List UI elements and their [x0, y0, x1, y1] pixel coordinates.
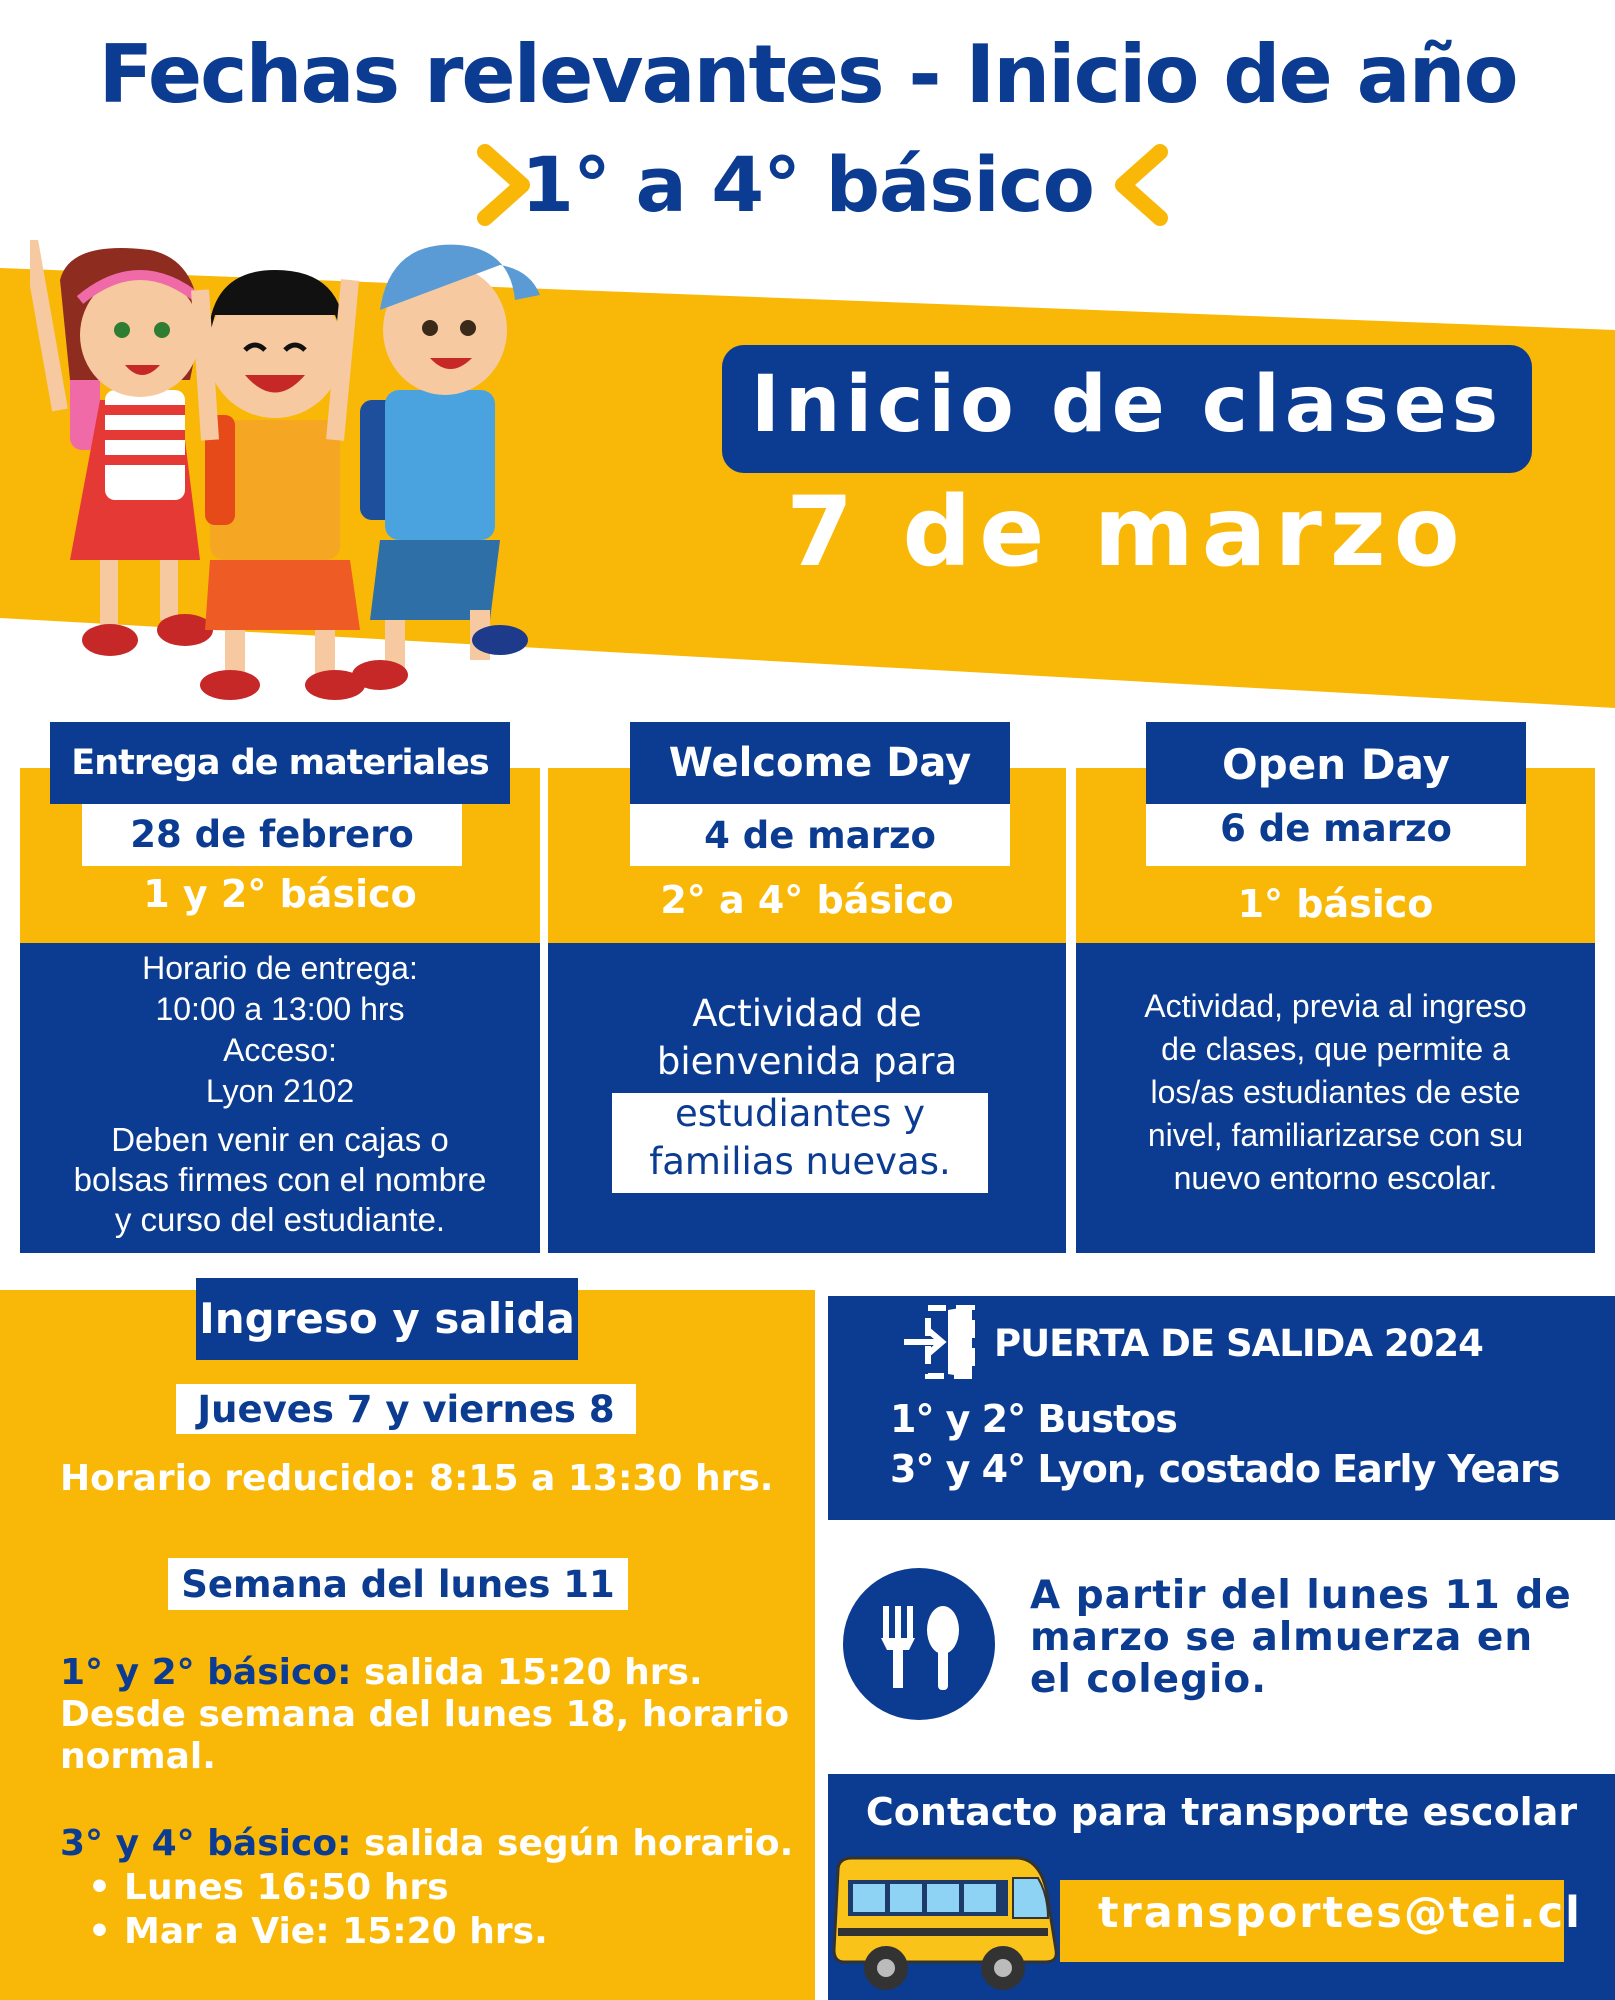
column-2-title: Welcome Day: [630, 722, 1010, 804]
transporte-title: Contacto para transporte escolar: [865, 1790, 1578, 1834]
bullet-item: • Mar a Vie: 15:20 hrs.: [88, 1911, 548, 1952]
column-1-grade: 1 y 2° básico: [143, 872, 417, 916]
ingreso-g12: 1° y 2° básico: salida 15:20 hrs. Desde semana del lunes 18, horario normal.: [60, 1652, 790, 1777]
column-1-title: Entrega de materiales: [50, 722, 510, 804]
column-2-body: Actividad de bienvenida para: [656, 992, 958, 1083]
boy-with-cap-figure: [352, 245, 540, 690]
door-exit-icon: [900, 1302, 980, 1382]
bullet-item: • Lunes 16:50 hrs: [88, 1867, 449, 1908]
column-3-date: 6 de marzo: [1146, 804, 1526, 866]
ingreso-chip-1: Jueves 7 y viernes 8: [176, 1384, 636, 1434]
ingreso-g34: 3° y 4° básico: salida según horario. • Lunes 16:50 hrs • Mar a Vie: 15:20 hrs.: [60, 1822, 820, 1954]
column-1-body: Horario de entrega: 10:00 a 13:00 hrs Acceso: Lyon 2102: [142, 950, 418, 1109]
page-title: Fechas relevantes - Inicio de año: [98, 28, 1517, 121]
transporte-email[interactable]: transportes@tei.cl: [1098, 1888, 1582, 1938]
boy-figure: [200, 270, 365, 700]
column-3-grade: 1° básico: [1237, 882, 1434, 926]
children-illustration: [30, 240, 670, 720]
puerta-title: PUERTA DE SALIDA 2024: [994, 1322, 1483, 1365]
column-2-date: 4 de marzo: [630, 804, 1010, 866]
column-2-highlight: estudiantes y familias nuevas.: [649, 1092, 951, 1183]
column-2-grade: 2° a 4° básico: [660, 878, 954, 922]
chevron-left-icon: [1105, 140, 1175, 230]
page-subtitle: 1° a 4° básico: [521, 140, 1094, 229]
inicio-clases-label: Inicio de clases: [750, 360, 1504, 450]
column-1-note: Deben venir en cajas o bolsas firmes con el nombre y curso del estudiante.: [73, 1121, 487, 1238]
puerta-rows: 1° y 2° Bustos 3° y 4° Lyon, costado Early Years: [890, 1397, 1560, 1491]
school-bus-illustration: [828, 1850, 1068, 1995]
girl-figure: [30, 240, 213, 656]
column-1-date: 28 de febrero: [82, 804, 462, 866]
ingreso-chip-2: Semana del lunes 11: [168, 1558, 628, 1610]
ingreso-title: Ingreso y salida: [196, 1278, 578, 1360]
ingreso-horario-reducido: Horario reducido: 8:15 a 13:30 hrs.: [60, 1458, 774, 1499]
almuerzo-text: A partir del lunes 11 de marzo se almuerza en el colegio.: [1030, 1573, 1572, 1702]
column-3-title: Open Day: [1146, 722, 1526, 804]
column-3-body: Actividad, previa al ingreso de clases, que permite a los/as estudiantes de este nivel, familiarizarse con su nuevo entorno escolar.: [1144, 988, 1527, 1196]
inicio-clases-date: 7 de marzo: [786, 476, 1468, 588]
fork-spoon-icon: [843, 1568, 995, 1720]
